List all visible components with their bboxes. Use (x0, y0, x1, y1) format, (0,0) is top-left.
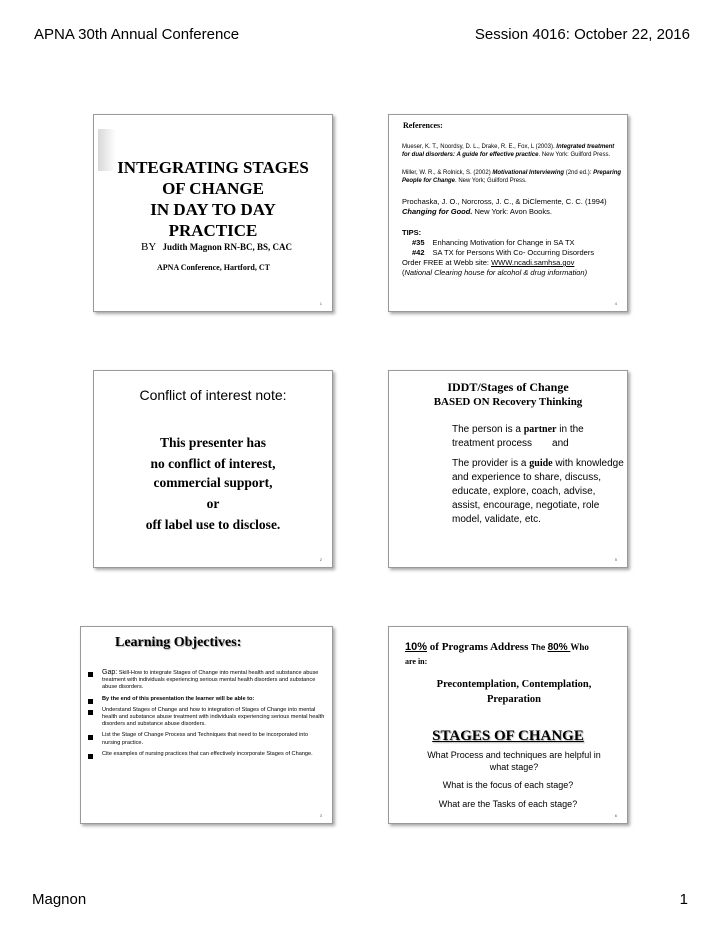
reference-1 (402, 143, 622, 159)
para-bold: partner (523, 424, 557, 435)
are-in-text: are in: (405, 657, 428, 666)
tip-item (402, 238, 624, 248)
ref-title: Motivational Interviewing (492, 170, 565, 176)
slide-number: 2 (319, 557, 322, 562)
tip-number: #42 (412, 248, 425, 257)
clearing-line (402, 268, 624, 278)
para-text: The provider is a (452, 458, 530, 469)
para-text: The person is a (452, 424, 524, 435)
programs-text: of Programs Address (427, 641, 532, 653)
ref-text: New York: Avon Books. (472, 207, 552, 216)
tips-section (402, 228, 624, 278)
ref-text: Mueser, K. T., Noordsy, D. L., Drake, R. E., Fox, L (2003). (402, 144, 557, 150)
stages-title: STAGES OF CHANGE (432, 728, 584, 744)
ref-text: Miller, W. R., & Rolnick, S. (2002) (402, 170, 493, 176)
conflict-statement (94, 433, 332, 534)
slide-stages (388, 626, 628, 824)
reference-2 (402, 169, 622, 185)
ref-text: Prochaska, J. O., Norcross, J. C., & DiClemente, C. C. (1994) (402, 197, 607, 206)
author-line (141, 241, 292, 253)
ref-text: (2nd ed.): (564, 170, 594, 176)
guide-paragraph (452, 457, 624, 527)
question-1: What Process and techniques are helpful in what stage? (427, 750, 601, 772)
reference-3 (402, 197, 624, 217)
slide-number: 1 (319, 301, 322, 306)
tip-item (402, 248, 624, 258)
slide-title-text (94, 157, 332, 241)
question-2: What is the focus of each stage? (442, 780, 574, 790)
iddt-title: IDDT/Stages of Change (447, 380, 569, 394)
slide-references (388, 114, 628, 312)
pct-10: 10% (405, 641, 428, 653)
references-heading: References: (403, 121, 443, 130)
ref-title: Changing for Good. (402, 207, 473, 216)
gap-label: Gap: (102, 669, 118, 676)
conflict-line: no conflict of interest, (150, 456, 276, 471)
slide-number: 3 (319, 813, 322, 818)
footer-left: Magnon (32, 891, 87, 908)
slide-number: 5 (614, 557, 617, 562)
gap-text: Skill-How to integrate Stages of Change into mental health and substance abuse treatment with individuals experiencing serious mental health disorders and substance abuse disorders. (102, 670, 319, 691)
paren: ( (402, 268, 405, 277)
slide-conflict (93, 370, 333, 568)
bullet-by-end: By the end of this presentation the learner will be able to: (88, 696, 326, 703)
conference-line: APNA Conference, Hartford, CT (157, 263, 270, 272)
ref-text: . New York: Guilford Press. (538, 152, 611, 158)
clearing-text: National Clearing house for alcohol & drug information) (404, 268, 588, 277)
bullet-gap (88, 669, 326, 692)
objectives-list (88, 669, 326, 758)
title-line: PRACTICE (168, 221, 258, 240)
para-text: with knowledge and experience to share, discuss, educate, explore, coach, advise, assist, encourage, negotiate, role model, validate, etc. (452, 458, 624, 525)
para-text: in the treatment process (452, 424, 584, 449)
stages-list: Precontemplation, Contemplation, Preparation (436, 679, 592, 705)
slide-title (93, 114, 333, 312)
iddt-subtitle: BASED ON Recovery Thinking (433, 396, 583, 408)
slide-iddt (388, 370, 628, 568)
conflict-line: or (206, 496, 220, 511)
slide-number: 6 (614, 813, 617, 818)
tip-text: Enhancing Motivation for Change in SA TX (432, 238, 575, 247)
ref-title: Integrated treatment for dual disorders: A guide for effective practice (402, 144, 615, 158)
title-line: IN DAY TO DAY (150, 200, 276, 219)
the-text: The (531, 643, 548, 652)
ref-title: Preparing People for Change (402, 170, 622, 184)
header-left: APNA 30th Annual Conference (34, 26, 240, 43)
programs-line (405, 640, 625, 669)
order-line (402, 258, 624, 268)
question-3: What are the Tasks of each stage? (438, 799, 578, 809)
ref-text: . New York; Guilford Press. (455, 178, 527, 184)
title-line: OF CHANGE (162, 179, 264, 198)
bullet-objective: Understand Stages of Change and how to integration of Stages of Change into mental health and substance abuse treatment with individuals experiencing serious mental health disorders and substance abuse disorders. (88, 707, 326, 729)
partner-paragraph (452, 423, 620, 451)
bullet-objective: List the Stage of Change Process and Techniques that need to be incorporated into nursing practice. (88, 732, 326, 746)
slide-number: 4 (614, 301, 617, 306)
bullet-objective: Cite examples of nursing practices that can effectively incorporate Stages of Change. (88, 751, 326, 758)
conflict-line: This presenter has (159, 435, 267, 450)
tip-text: SA TX for Persons With Co- Occurring Disorders (432, 248, 595, 257)
author-name: Judith Magnon RN-BC, BS, CAC (162, 242, 293, 252)
title-line: INTEGRATING STAGES (117, 158, 309, 177)
order-text: Order FREE at Webb site: (402, 258, 492, 267)
who-text: Who (570, 642, 589, 652)
para-text: and (552, 438, 569, 449)
conflict-line: off label use to disclose. (145, 517, 281, 532)
by-label: BY (141, 241, 157, 253)
conflict-line: commercial support, (153, 475, 273, 490)
order-link[interactable]: WWW.ncadi.samhsa.gov (491, 258, 575, 267)
tips-heading: TIPS: (402, 228, 422, 237)
slide-objectives (80, 626, 333, 824)
header-right: Session 4016: October 22, 2016 (474, 26, 690, 43)
conflict-heading: Conflict of interest note: (139, 387, 287, 403)
footer-page-number: 1 (679, 891, 688, 908)
tip-number: #35 (412, 238, 425, 247)
para-bold: guide (529, 458, 553, 469)
objectives-heading: Learning Objectives: (115, 635, 242, 650)
pct-80: 80% (547, 642, 571, 653)
